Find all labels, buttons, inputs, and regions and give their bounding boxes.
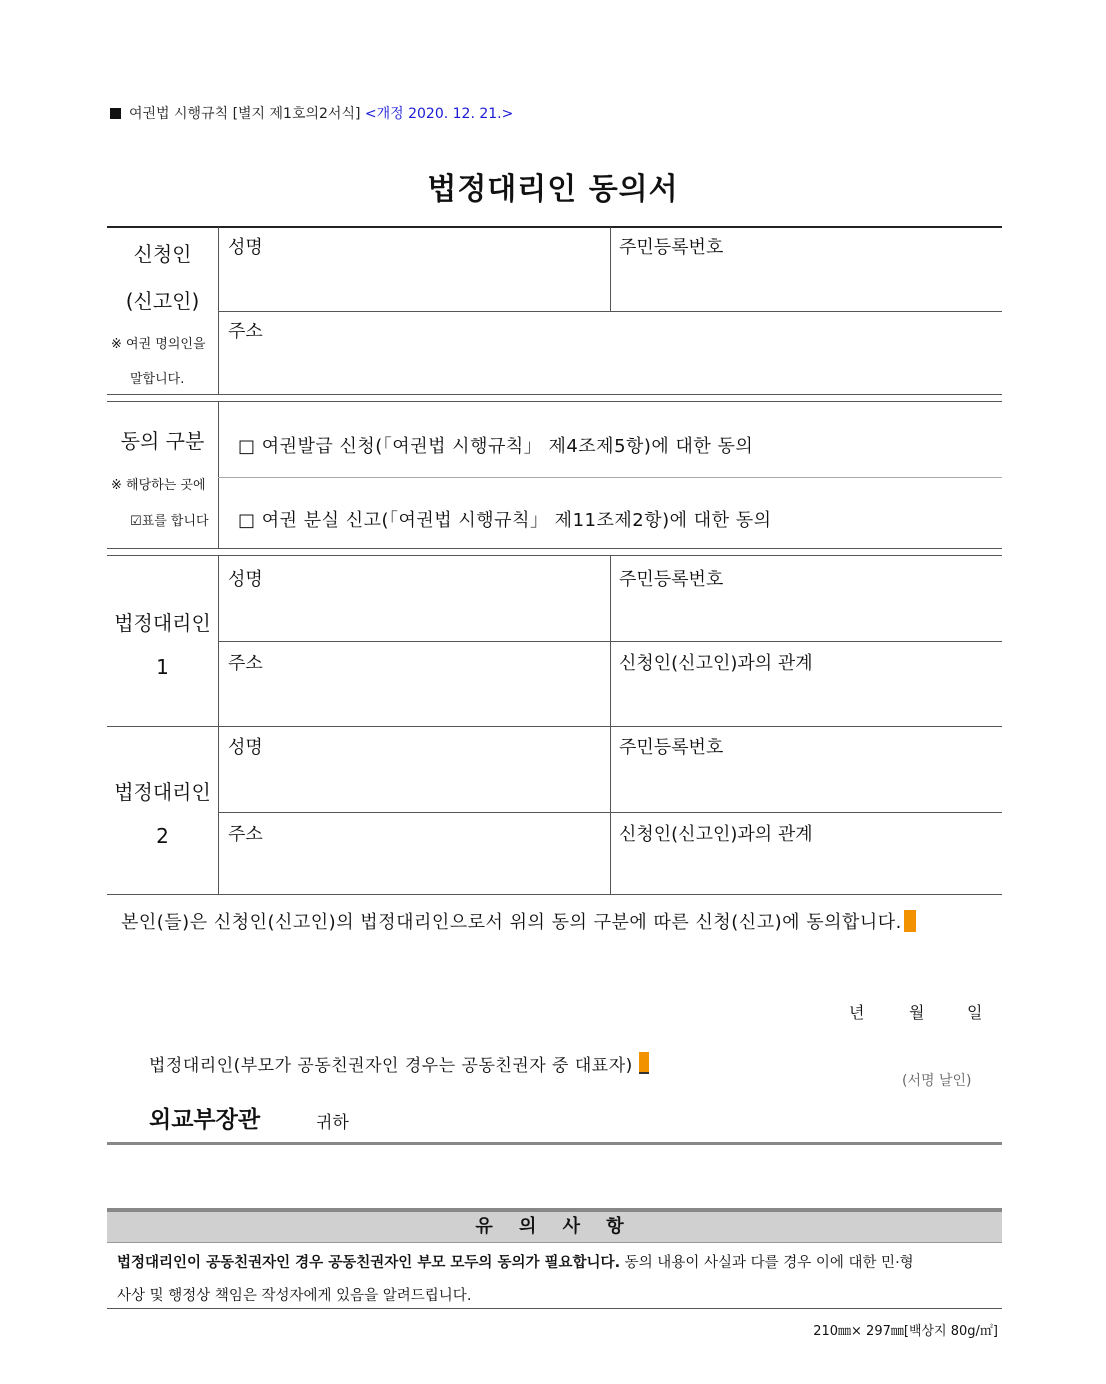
- text-cursor-icon: [639, 1052, 649, 1074]
- representative1-relation-field[interactable]: [614, 674, 998, 722]
- addressee-suffix: 귀하: [316, 1113, 349, 1133]
- representative1-label: 법정대리인: [114, 611, 211, 635]
- form-reference-label: 여권법 시행규칙 [별지 제1호의2서식]: [129, 106, 361, 122]
- divider: [107, 894, 1002, 895]
- divider: [218, 477, 1002, 478]
- applicant-rrn-label: 주민등록번호: [619, 237, 724, 258]
- revision-date: <개정 2020. 12. 21.>: [364, 106, 514, 122]
- applicant-name-field[interactable]: [222, 258, 606, 306]
- caution-text-cont: 동의 내용이 사실과 다를 경우 이에 대한 민·형: [620, 1255, 914, 1271]
- consent-option-passport-loss[interactable]: □ 여권 분실 신고(「여권법 시행규칙」 제11조제2항)에 대한 동의: [238, 510, 772, 531]
- consent-statement-text: 본인(들)은 신청인(신고인)의 법정대리인으로서 위의 동의 구분에 따른 신청(신고)에 동의합니다.: [121, 912, 902, 933]
- consent-type-label: 동의 구분: [120, 429, 205, 453]
- applicant-address-field[interactable]: [222, 342, 998, 390]
- representative1-relation-label: 신청인(신고인)과의 관계: [619, 653, 813, 674]
- form-reference: [110, 103, 513, 123]
- consent-type-note: ※ 해당하는 곳에: [111, 478, 206, 493]
- representative1-rrn-field[interactable]: [614, 590, 998, 636]
- divider: [107, 401, 1002, 402]
- representative2-relation-field[interactable]: [614, 845, 998, 890]
- divider: [218, 311, 1002, 312]
- divider: [610, 227, 611, 312]
- applicant-rrn-field[interactable]: [614, 258, 998, 306]
- date-year-label: 년: [849, 1003, 865, 1022]
- square-bullet-icon: [110, 108, 121, 119]
- text-cursor-icon: [904, 910, 916, 932]
- caution-text-line1: [117, 1251, 914, 1272]
- signer: [149, 1051, 649, 1076]
- divider: [218, 556, 219, 894]
- representative1-name-field[interactable]: [222, 590, 606, 636]
- representative2-address-field[interactable]: [222, 845, 606, 890]
- representative2-number: 2: [156, 824, 169, 848]
- representative1-address-field[interactable]: [222, 674, 606, 722]
- representative2-address-label: 주소: [228, 824, 263, 845]
- divider: [107, 555, 1002, 556]
- caution-text-line2: 사상 및 행정상 책임은 작성자에게 있음을 알려드립니다.: [117, 1288, 472, 1304]
- paper-spec: 210㎜× 297㎜[백상지 80g/㎡]: [813, 1324, 998, 1339]
- date-month-label: 월: [909, 1003, 925, 1022]
- caution-bottom-border: [107, 1308, 1002, 1309]
- applicant-note: ※ 여권 명의인을: [111, 337, 206, 352]
- representative1-address-label: 주소: [228, 653, 263, 674]
- divider: [610, 556, 611, 894]
- section-divider: [107, 1142, 1002, 1145]
- addressee-name: 외교부장관: [149, 1107, 261, 1133]
- representative2-label: 법정대리인: [114, 780, 211, 804]
- applicant-name-label: 성명: [228, 237, 263, 258]
- representative1-number: 1: [156, 655, 169, 679]
- applicant-label: 신청인: [133, 242, 192, 266]
- representative2-name-label: 성명: [228, 737, 263, 758]
- divider: [218, 641, 1002, 642]
- representative2-rrn-field[interactable]: [614, 758, 998, 808]
- divider: [218, 402, 219, 549]
- divider: [107, 394, 1002, 395]
- signer-label: 법정대리인(부모가 공동친권자인 경우는 공동친권자 중 대표자): [149, 1056, 633, 1076]
- representative2-rrn-label: 주민등록번호: [619, 737, 724, 758]
- divider: [107, 548, 1002, 549]
- caution-title: 유 의 사 항: [107, 1208, 1002, 1243]
- caution-bold-text: 법정대리인이 공동친권자인 경우 공동친권자인 부모 모두의 동의가 필요합니다.: [117, 1255, 621, 1271]
- date-day-label: 일: [967, 1003, 983, 1022]
- divider: [107, 726, 1002, 727]
- consent-type-note-cont: ☑표를 합니다: [130, 514, 209, 529]
- divider: [218, 812, 1002, 813]
- representative1-name-label: 성명: [228, 569, 263, 590]
- consent-statement: [121, 908, 916, 934]
- signature-field[interactable]: [720, 1040, 990, 1090]
- representative1-rrn-label: 주민등록번호: [619, 569, 724, 590]
- signature-seal-label: (서명 날인): [902, 1073, 972, 1089]
- table-top-border: [107, 226, 1002, 228]
- representative2-relation-label: 신청인(신고인)과의 관계: [619, 824, 813, 845]
- applicant-label-sub: (신고인): [125, 289, 200, 313]
- applicant-note-cont: 말합니다.: [130, 372, 185, 387]
- consent-option-passport-issuance[interactable]: □ 여권발급 신청(「여권법 시행규칙」 제4조제5항)에 대한 동의: [238, 436, 754, 457]
- applicant-address-label: 주소: [228, 321, 263, 342]
- page-title: 법정대리인 동의서: [427, 172, 679, 207]
- representative2-name-field[interactable]: [222, 758, 606, 808]
